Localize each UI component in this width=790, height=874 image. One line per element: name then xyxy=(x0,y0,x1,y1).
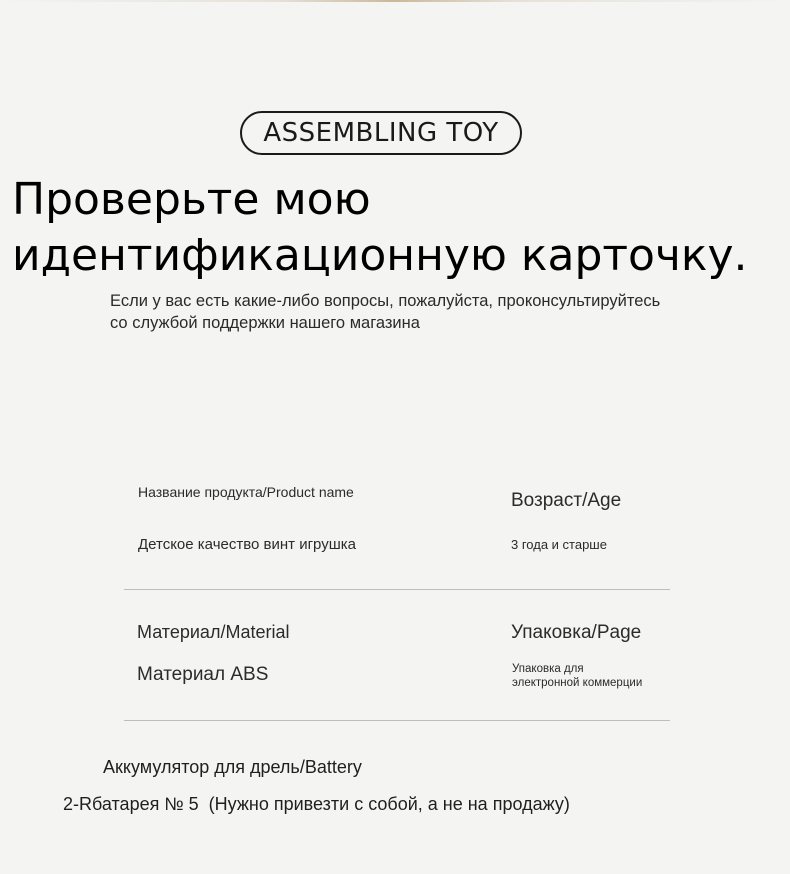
product-name-label: Название продукта/Product name xyxy=(138,484,354,500)
intro-text: Если у вас есть какие-либо вопросы, пожалуйста, проконсультируйтесь со службой поддержки нашего магазина xyxy=(110,292,661,332)
product-name-value: Детское качество винт игрушка xyxy=(138,536,356,553)
packaging-value-line2: электронной коммерции xyxy=(512,677,643,689)
age-label: Возраст/Age xyxy=(511,490,622,511)
page-heading: Проверьте мою идентификационную карточку. xyxy=(12,174,748,281)
top-accent-line xyxy=(0,0,790,2)
category-badge: ASSEMBLING TOY xyxy=(240,111,522,155)
packaging-value-line1: Упаковка для xyxy=(512,663,584,675)
spec-divider-1 xyxy=(124,589,670,590)
battery-label: Аккумулятор для дрель/Battery xyxy=(103,757,362,777)
material-label: Материал/Material xyxy=(137,622,290,642)
battery-value: 2-Rбатарея № 5 (Нужно привезти с собой, а не на продажу) xyxy=(63,794,570,814)
packaging-label: Упаковка/Page xyxy=(511,622,642,643)
material-value: Материал ABS xyxy=(137,664,269,685)
age-value: 3 года и старше xyxy=(511,537,607,552)
spec-divider-2 xyxy=(124,720,670,721)
